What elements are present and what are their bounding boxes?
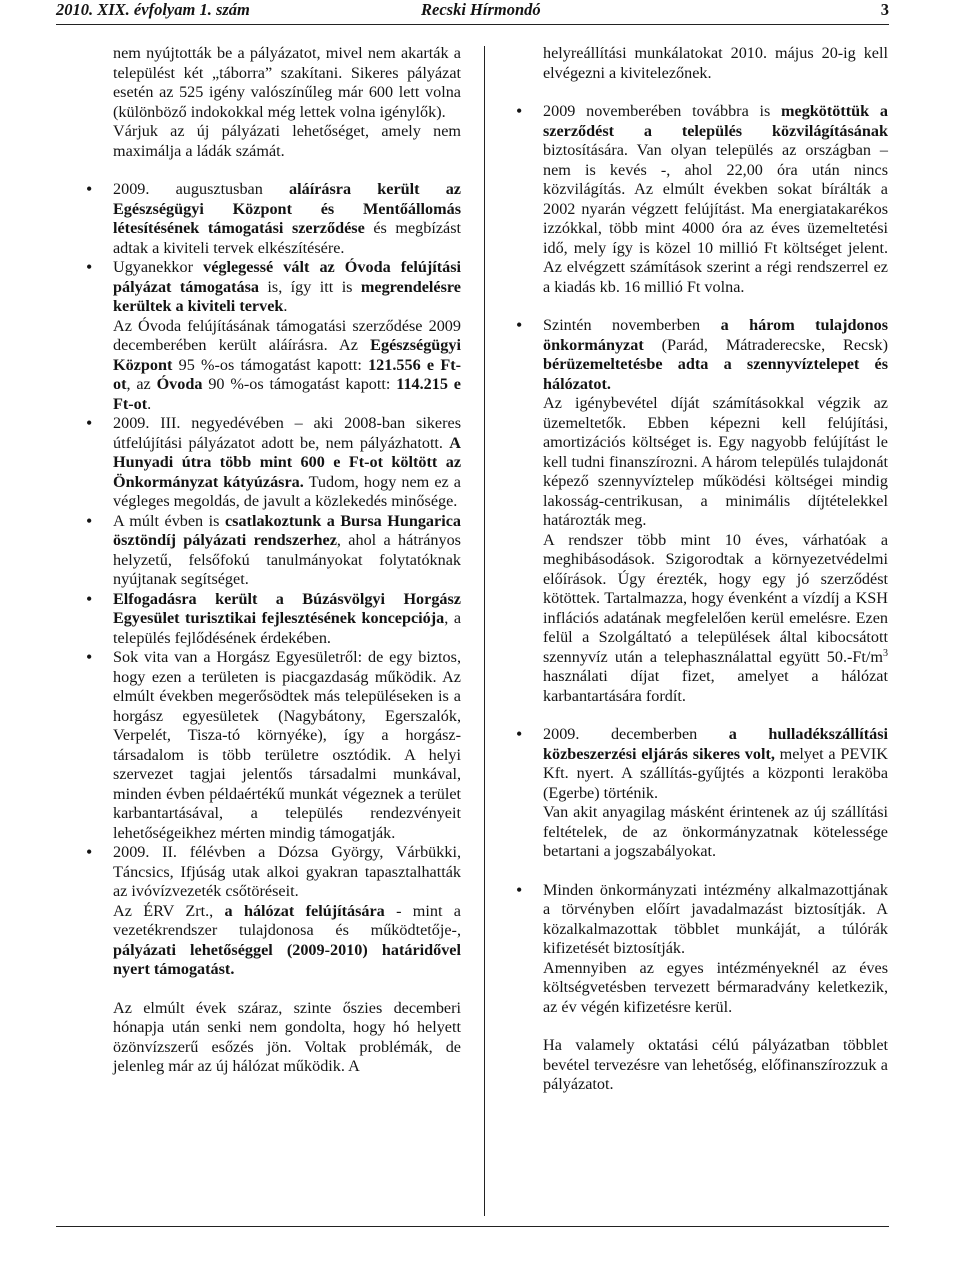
list-item: • Minden önkormányzati intézmény alkalmazottjának a törvényben előírt javadalmazást biztosítják. A közalkalmazottak többlet munkáját, a túlórák kifizetését biztosítják. (514, 881, 888, 959)
issue-label: 2010. XIX. évfolyam 1. szám (56, 0, 250, 19)
column-divider (484, 46, 485, 1216)
list-paragraph: Az ÉRV Zrt., a hálózat felújítására - mint a vezetékrendszer tulajdonosa és működtetője-, pályázati lehetőséggel (2009-2010) határidővel nyert támogatást. (113, 901, 461, 978)
list-paragraph: Az Óvoda felújításának támogatási szerződése 2009 decemberében került aláírásra. Az Egészségügyi Központ 95 %-os támogatást kapott: 121.556 e Ft-ot, az Óvoda 90 %-os támogatást kapott: 114.215 e Ft-ot. (113, 316, 462, 413)
list-paragraph: Van akit anyagilag másként érintenek az új szállítási feltételek, de az önkormányzatnak kötelessége betartani a jogszabályokat. (543, 803, 888, 860)
page-number: 3 (880, 0, 889, 19)
list-paragraph: A rendszer több mint 10 éves, várhatóak a meghibásodások. Szigorodtak a környezetvédelmi előírások. Úgy érezték, hogy egy jó szerződést kötöttek. Tartalmazza, hogy évenként a vízdíj a KSH inflációs adatának megfelelően kerül emelésre. Ezen felül a Szolgáltató a települések által kibocsátott szennyvíz után a telephasználattal együtt $50.-Ft/m^3$ használati díjat fizet, amelyet a hálózat karbantartására fordít. (543, 530, 888, 705)
list-paragraph: Az elmúlt évek száraz, szinte őszies decemberi hónapja után senki nem gondolta, hogy hó helyett özönvízszerű esőzés jön. Voltak problémák, de jelenleg már az új hálózat működik. A (113, 998, 461, 1075)
newspaper-title: Recski Hírmondó (421, 0, 541, 19)
left-column (84, 44, 461, 1077)
header-rule (56, 24, 889, 25)
list-paragraph: Az igénybevétel díját számításokkal végzik az üzemeltetők. Ebben képezni kell felújítási, amortizációs költséget is. Egy nagyobb felújítást le kell tudni finanszírozni. A három település tulajdonát képező szennyvíztelep működési költségei mindig lakosság-centrikusan, a minimális díjtételekkel határozták meg. (543, 394, 888, 529)
list-item: • 2009. II. félévben a Dózsa György, Várbükki, Táncsics, Ifjúság utak alkoi gyakran tapasztalhatták az ivóvízvezeték csőtöréseit. (84, 843, 461, 902)
footer-rule (56, 1226, 889, 1227)
page-header (56, 0, 889, 22)
intro-paragraph: helyreállítási munkálatokat 2010. május 20-ig kell elvégezni a kivitelezőnek. (543, 44, 888, 82)
list-paragraph: Ha valamely oktatási célú pályázatban többlet bevétel tervezésre van lehetőség, előfinanszírozzuk a pályázatot. (543, 1036, 888, 1093)
list-item: • Ugyanekkor véglegessé vált az Óvoda felújítási pályázat támogatása is, így itt is megrendelésre kerültek a kiviteli tervek. (84, 258, 461, 317)
list-item: • 2009. augusztusban aláírásra került az Egészségügyi Központ és Mentőállomás létesítésének támogatási szerződése és megbízást adtak a kiviteli tervek elkészítésére. (84, 180, 461, 258)
list-item: • Sok vita van a Horgász Egyesületről: de egy biztos, hogy ezen a területen is piacgazdaság működik. Az elmúlt években megerősödtek más településeken is a horgász egyesületek (Nagybátony, Egerszalók, Verpelét, Tisza-tó környéke), így a horgász-társadalom is több területre osztódik. A helyi szervezet tagjai jelentős társadalmi munkával, minden évben példaértékű munkát végeznek a terület karbantartásával, a település rendezvényeit lehetőségeikhez mérten mindig támogatják. (84, 648, 461, 843)
intro-paragraph: nem nyújtották be a pályázatot, mivel nem akarták a települést két „táborra” szakítani. Sikeres pályázat esetén az 525 igény valószínűleg már 600 lett volna (különböző indokokkal még lettek volna igénylők). (113, 44, 461, 121)
list-paragraph: Amennyiben az egyes intézményeknél az éves költségvetésben tervezett bérmaradvány keletkezik, az év végén kifizetésre kerül. (543, 958, 888, 1016)
list-item: • 2009. decemberben a hulladékszállítási közbeszerzési eljárás sikeres volt, melyet a PEVIK Kft. nyert. A szállítás-gyűjtés a központi leraköba (Egerbe) történik. (514, 725, 888, 803)
list-item: • Szintén novemberben a három tulajdonos önkormányzat (Parád, Mátraderecske, Recsk) bérüzemeltetésbe adta a szennyvíztelepet és hálózatot. (514, 316, 888, 394)
intro-paragraph-2: Várjuk az új pályázati lehetőséget, amely nem maximálja a ládák számát. (113, 122, 461, 160)
list-item: • 2009. III. negyedévében – aki 2008-ban sikeres útfelújítási pályázatot adott be, nem pályázhatott. A Hunyadi útra több mint 600 e Ft-ot költött az Önkormányzat kátyúzásra. Tudom, hogy nem ez a végleges megoldás, de javult a közlekedés minősége. (84, 414, 461, 512)
list-item: • Elfogadásra került a Búzásvölgyi Horgász Egyesület turisztikai fejlesztésének koncepciója, a település fejlődésének érdekében. (84, 590, 461, 649)
list-item: • 2009 novemberében továbbra is megkötöttük a szerződést a település közvilágításának biztosítására. Van olyan település az országban – nem is kevés -, ahol 22,00 óra után nincs közvilágítás. Az elmúlt években sokat bírálták a 2002 nyarán végzett felújítást. Ma energiatakarékos izzókkal, több mint 4000 óra az éves üzemeltetési idő, mely így is közel 10 millió Ft költséget jelent. Az elvégzett számítások szerint a régi rendszerrel ez a kiadás kb. 16 millió Ft volna. (514, 102, 888, 297)
right-column (514, 44, 888, 1095)
list-item: • A múlt évben is csatlakoztunk a Bursa Hungarica ösztöndíj pályázati rendszerhez, ahol a hátrányos helyzetű, felsőfokú tanulmányokat folytatóknak nyújtanak segítséget. (84, 512, 461, 590)
